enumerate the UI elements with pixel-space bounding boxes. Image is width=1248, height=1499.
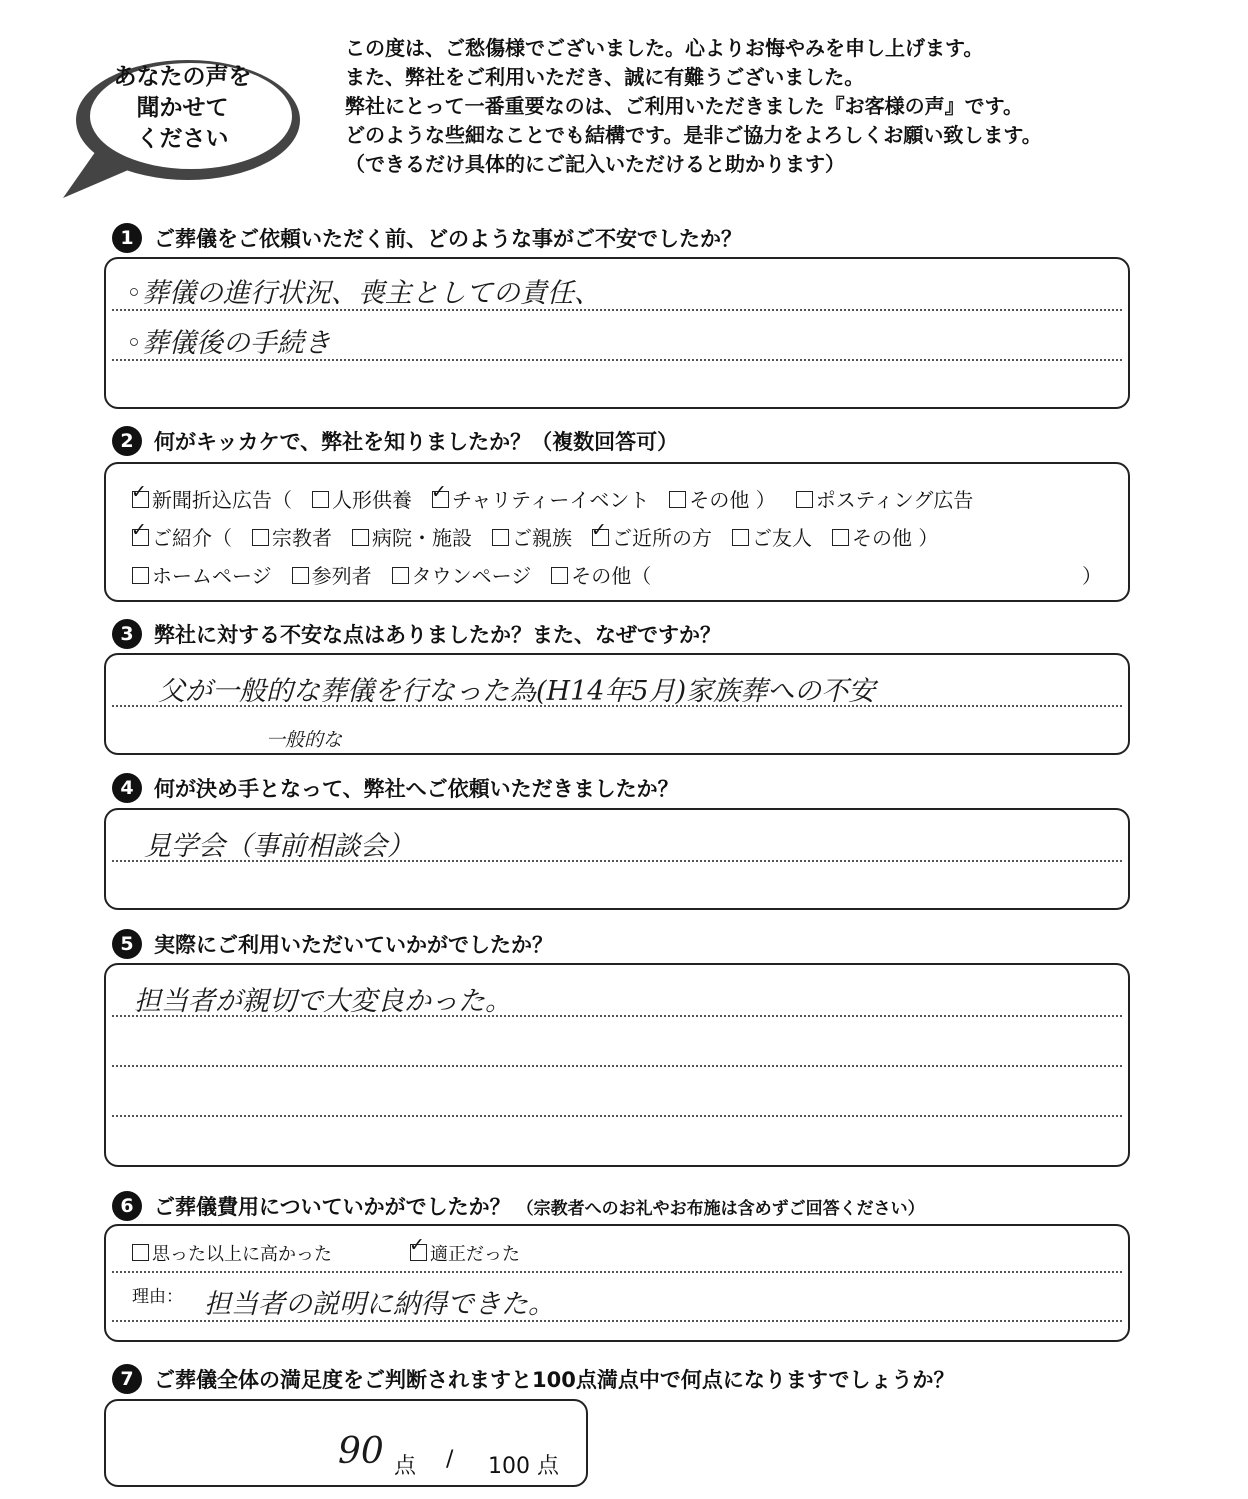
checkbox-townpage[interactable]: タウンページ — [392, 560, 532, 589]
checkbox-doll-memorial[interactable]: 人形供養 — [312, 484, 412, 513]
score-slash: / — [446, 1447, 454, 1472]
question-1: 1 ご葬儀をご依頼いただく前、どのような事がご不安でしたか？ — [112, 221, 742, 255]
handwritten-reason[interactable]: 担当者の説明に納得できた。 — [204, 1289, 555, 1320]
score-box[interactable] — [104, 1399, 588, 1487]
handwritten-answer: ◦葬儀後の手続き — [126, 328, 331, 359]
paren-close: ） — [1082, 564, 1102, 588]
checkbox-religious[interactable]: 宗教者 — [252, 522, 332, 551]
checkbox-relatives[interactable]: ご親族 — [492, 522, 572, 551]
answer-box-1[interactable] — [104, 257, 1130, 409]
question-5: 5 実際にご利用いただいていかがでしたか？ — [112, 927, 553, 961]
checkbox-other-1[interactable]: その他 ） — [669, 484, 775, 513]
answer-box-6 — [104, 1224, 1130, 1342]
handwritten-answer: ◦葬儀の進行状況、喪主としての責任、 — [126, 278, 601, 309]
checkbox-friends[interactable]: ご友人 — [732, 522, 812, 551]
question-2: 2 何がキッカケで、弊社を知りましたか？（複数回答可） — [112, 424, 678, 458]
handwritten-insert: 一般的な — [266, 729, 343, 751]
handwritten-score: 90 — [338, 1431, 384, 1472]
checkbox-newspaper[interactable]: ✓新聞折込広告（ — [132, 484, 292, 513]
reason-label: 理由： — [132, 1287, 183, 1307]
intro-message: この度は、ご愁傷様でございました。心よりお悔やみを申し上げます。 また、弊社をご利用いただき、誠に有難うございました。 弊社にとって一番重要なのは、ご利用いただきました『お客様の声』です。 どのような些細なことでも結構です。是非ご協力をよろしくお願い致します。 （できるだけ具体的にご記入いただけると助かります） — [345, 36, 1042, 176]
checkbox-hospital[interactable]: 病院・施設 — [352, 522, 472, 551]
checkbox-other-3[interactable]: その他（ — [551, 560, 651, 589]
checkbox-attendee[interactable]: 参列者 — [292, 560, 372, 589]
bubble-title: あなたの声を 聞かせて ください — [113, 64, 252, 152]
checkbox-too-expensive[interactable]: 思った以上に高かった — [132, 1240, 332, 1266]
score-max: 100 点 — [488, 1454, 559, 1479]
handwritten-answer: 見学会（事前相談会） — [144, 831, 414, 862]
question-6: 6 ご葬儀費用についていかがでしたか？ （宗教者へのお礼やお布施は含めずご回答ください） — [112, 1189, 925, 1223]
answer-box-2 — [104, 462, 1130, 602]
checkbox-homepage[interactable]: ホームページ — [132, 560, 272, 589]
answer-box-3[interactable] — [104, 653, 1130, 755]
handwritten-answer: 父が一般的な葬儀を行なった為(H14年5月)家族葬への不安 — [158, 676, 876, 707]
checkbox-referral[interactable]: ✓ご紹介（ — [132, 522, 232, 551]
question-7: 7 ご葬儀全体の満足度をご判断されますと100点満点中で何点になりますでしょうか？ — [112, 1362, 954, 1396]
question-4: 4 何が決め手となって、弊社へご依頼いただきましたか？ — [112, 771, 679, 805]
answer-box-5[interactable] — [104, 963, 1130, 1167]
checkbox-other-2[interactable]: その他 ） — [832, 522, 938, 551]
handwritten-answer: 担当者が親切で大変良かった。 — [134, 986, 512, 1017]
checkbox-posting-ad[interactable]: ポスティング広告 — [796, 484, 974, 513]
checkbox-neighbors[interactable]: ✓ ご近所の方 — [592, 522, 712, 551]
checkbox-charity-event[interactable]: ✓ チャリティーイベント — [432, 484, 649, 513]
answer-box-4[interactable] — [104, 808, 1130, 910]
question-3: 3 弊社に対する不安な点はありましたか？また、なぜですか？ — [112, 617, 721, 651]
score-unit: 点 — [394, 1454, 417, 1479]
checkbox-reasonable[interactable]: ✓ 適正だった — [410, 1240, 520, 1266]
